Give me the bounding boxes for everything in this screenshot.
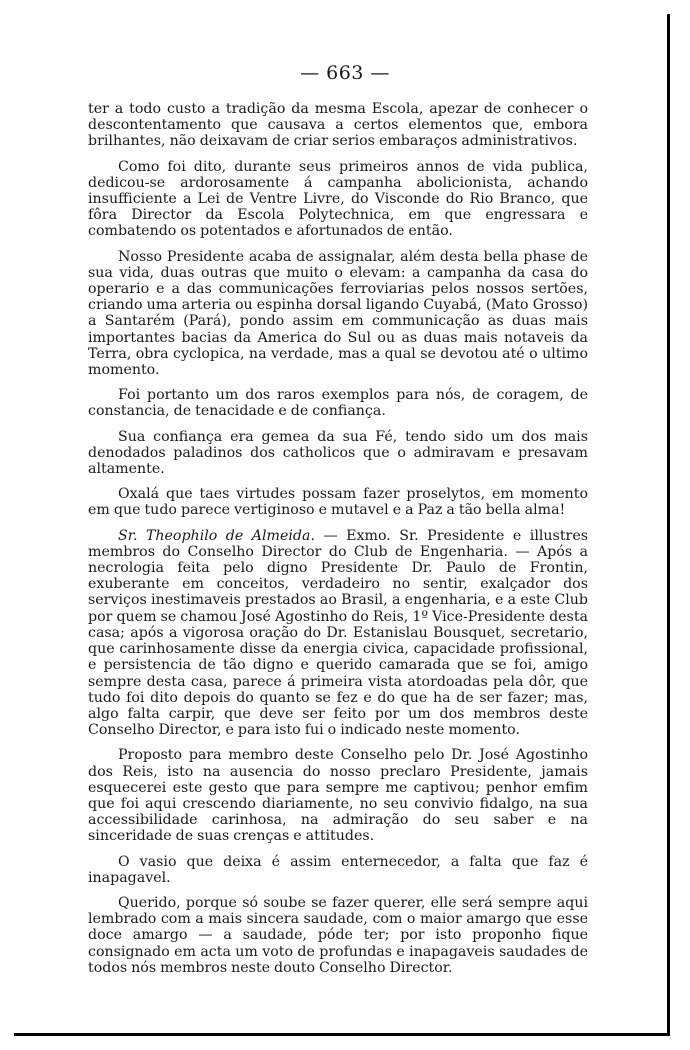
paragraph-3: Nosso Presidente acaba de assignalar, além desta bella phase de sua vida, duas outras que muito o elevam: a campanha da casa do operario e a das communicações ferroviarias pelos nossos sertões, criando uma arteria ou espinha dorsal ligando Cuyabá, (Mato Grosso) a Santarém (Pará), pondo assim em communicação as duas mais importantes bacias da America do Sul ou as duas mais notaveis da Terra, obra cyclopica, na verdade, mas a qual se devotou até o ultimo momento.: [88, 248, 588, 379]
paragraph-9: O vasio que deixa é assim enternecedor, a falta que faz é inapagavel.: [88, 853, 588, 886]
page-number: — 663 —: [300, 62, 390, 84]
paragraph-10: Querido, porque só soube se fazer querer, elle será sempre aqui lembrado com a mais sincera saudade, com o maior amargo que esse doce amargo — a saudade, póde ter; por isto proponho fique consignado em acta um voto de profundas e inapagaveis saudades de todos nós membros neste douto Conselho Director.: [88, 894, 588, 976]
paragraph-4: Foi portanto um dos raros exemplos para nós, de coragem, de constancia, de tenacidade e de confiança.: [88, 387, 588, 420]
paragraph-1: ter a todo custo a tradição da mesma Escola, apezar de conhecer o descontentamento que causava a certos elementos que, embora brilhantes, não deixavam de criar serios embaraços administrativos.: [88, 101, 588, 150]
paragraph-2: Como foi dito, durante seus primeiros annos de vida publica, dedicou-se ardorosamente á campanha abolicionista, achando insufficiente a Lei de Ventre Livre, do Visconde do Rio Branco, que fôra Director da Escola Polytechnica, em que engressara e combatendo os potentados e afortunados de então.: [88, 158, 588, 240]
paragraph-7: [88, 528, 588, 739]
speaker-name: Sr. Theophilo de Almeida.: [118, 527, 315, 544]
paragraph-6: Oxalá que taes virtudes possam fazer proselytos, em momento em que tudo parece vertiginoso e mutavel e a Paz a tão bella alma!: [88, 486, 588, 519]
paragraph-8: Proposto para membro deste Conselho pelo Dr. José Agostinho dos Reis, isto na ausencia do nosso preclaro Presidente, jamais esquecerei este gesto que para sempre me captivou; penhor emfim que foi aqui crescendo diariamente, no seu convivio fidalgo, na sua accessibilidade carinhosa, na admiração do seu saber e na sinceridade de suas crenças e attitudes.: [88, 747, 588, 845]
speech-text: — Exmo. Sr. Presidente e illustres membros do Conselho Director do Club de Engenharia. — Após a necrologia feita pelo digno Presidente Dr. Paulo de Frontin, exuberante em conceitos, verdadeiro no sentir, exalçador dos serviços inestimaveis prestados ao Brasil, a engenharia, e a este Club por quem se chamou José Agostinho do Reis, 1º Vice-Presidente desta casa; após a vigorosa oração do Dr. Estanislau Bousquet, secretario, que carinhosamente disse da energia civica, capacidade profissional, e persistencia de tão digno e querido camarada que se foi, amigo sempre desta casa, parece á primeira vista atordoadas pela dôr, que tudo foi dito depois do quanto se fez e do que ha de ser fazer; mas, algo falta carpir, que deve ser feito por um dos membros deste Conselho Director, e para isto fui o indicado neste momento.: [88, 527, 588, 739]
document-body: [88, 101, 588, 985]
paragraph-5: Sua confiança era gemea da sua Fé, tendo sido um dos mais denodados paladinos dos catholicos que o admiravam e presavam altamente.: [88, 428, 588, 478]
